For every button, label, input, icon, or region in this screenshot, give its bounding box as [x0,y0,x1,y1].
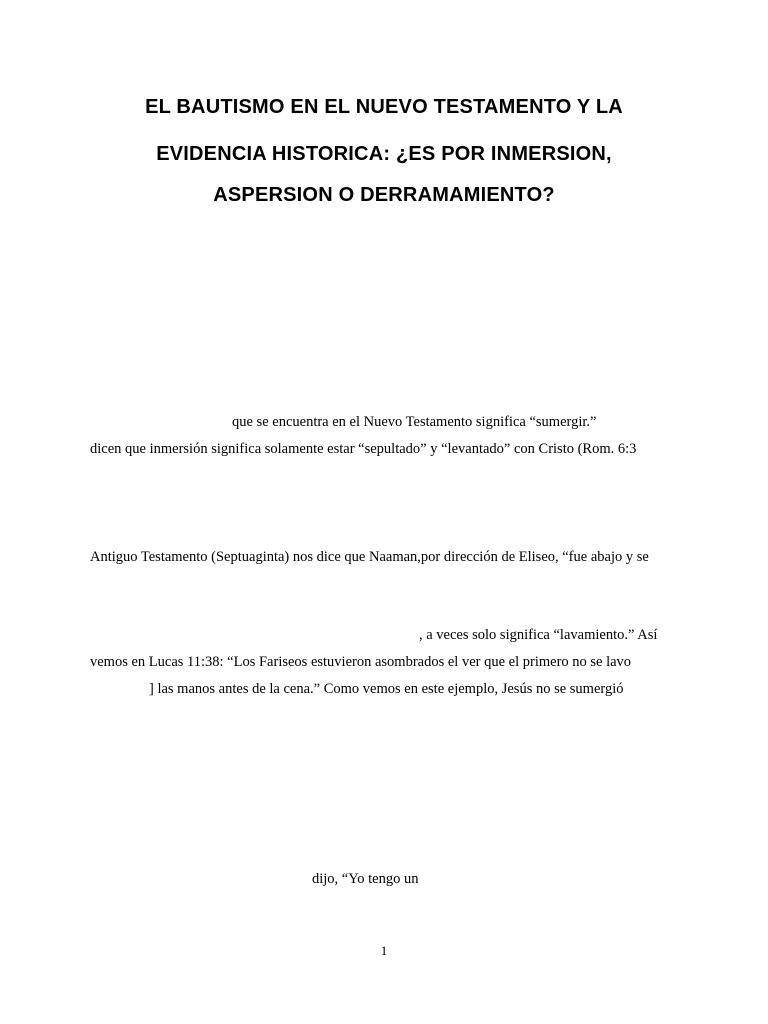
body-text-line: ] las manos antes de la cena.” Como vemos en este ejemplo, Jesús no se sumergió [149,681,624,697]
body-text-line: vemos en Lucas 11:38: “Los Fariseos estuvieron asombrados el ver que el primero no se lavo [90,654,632,670]
body-text-line: dijo, “Yo tengo un [312,871,419,887]
body-text-line: Antiguo Testamento (Septuaginta) nos dice que Naaman,por dirección de Eliseo, “fue abajo y se [90,549,649,565]
document-title-line-2: EVIDENCIA HISTORICA: ¿ES POR INMERSION, [156,143,612,165]
body-text-line: que se encuentra en el Nuevo Testamento significa “sumergir.” [232,414,597,430]
body-text-line: , a veces solo significa “lavamiento.” Así [419,627,658,643]
page-number: 1 [380,943,388,958]
document-title-line-1: EL BAUTISMO EN EL NUEVO TESTAMENTO Y LA [145,96,623,118]
body-text-line: dicen que inmersión significa solamente estar “sepultado” y “levantado” con Cristo (Rom. 6:3 [90,441,637,457]
document-title-line-3: ASPERSION O DERRAMAMIENTO? [213,184,555,206]
